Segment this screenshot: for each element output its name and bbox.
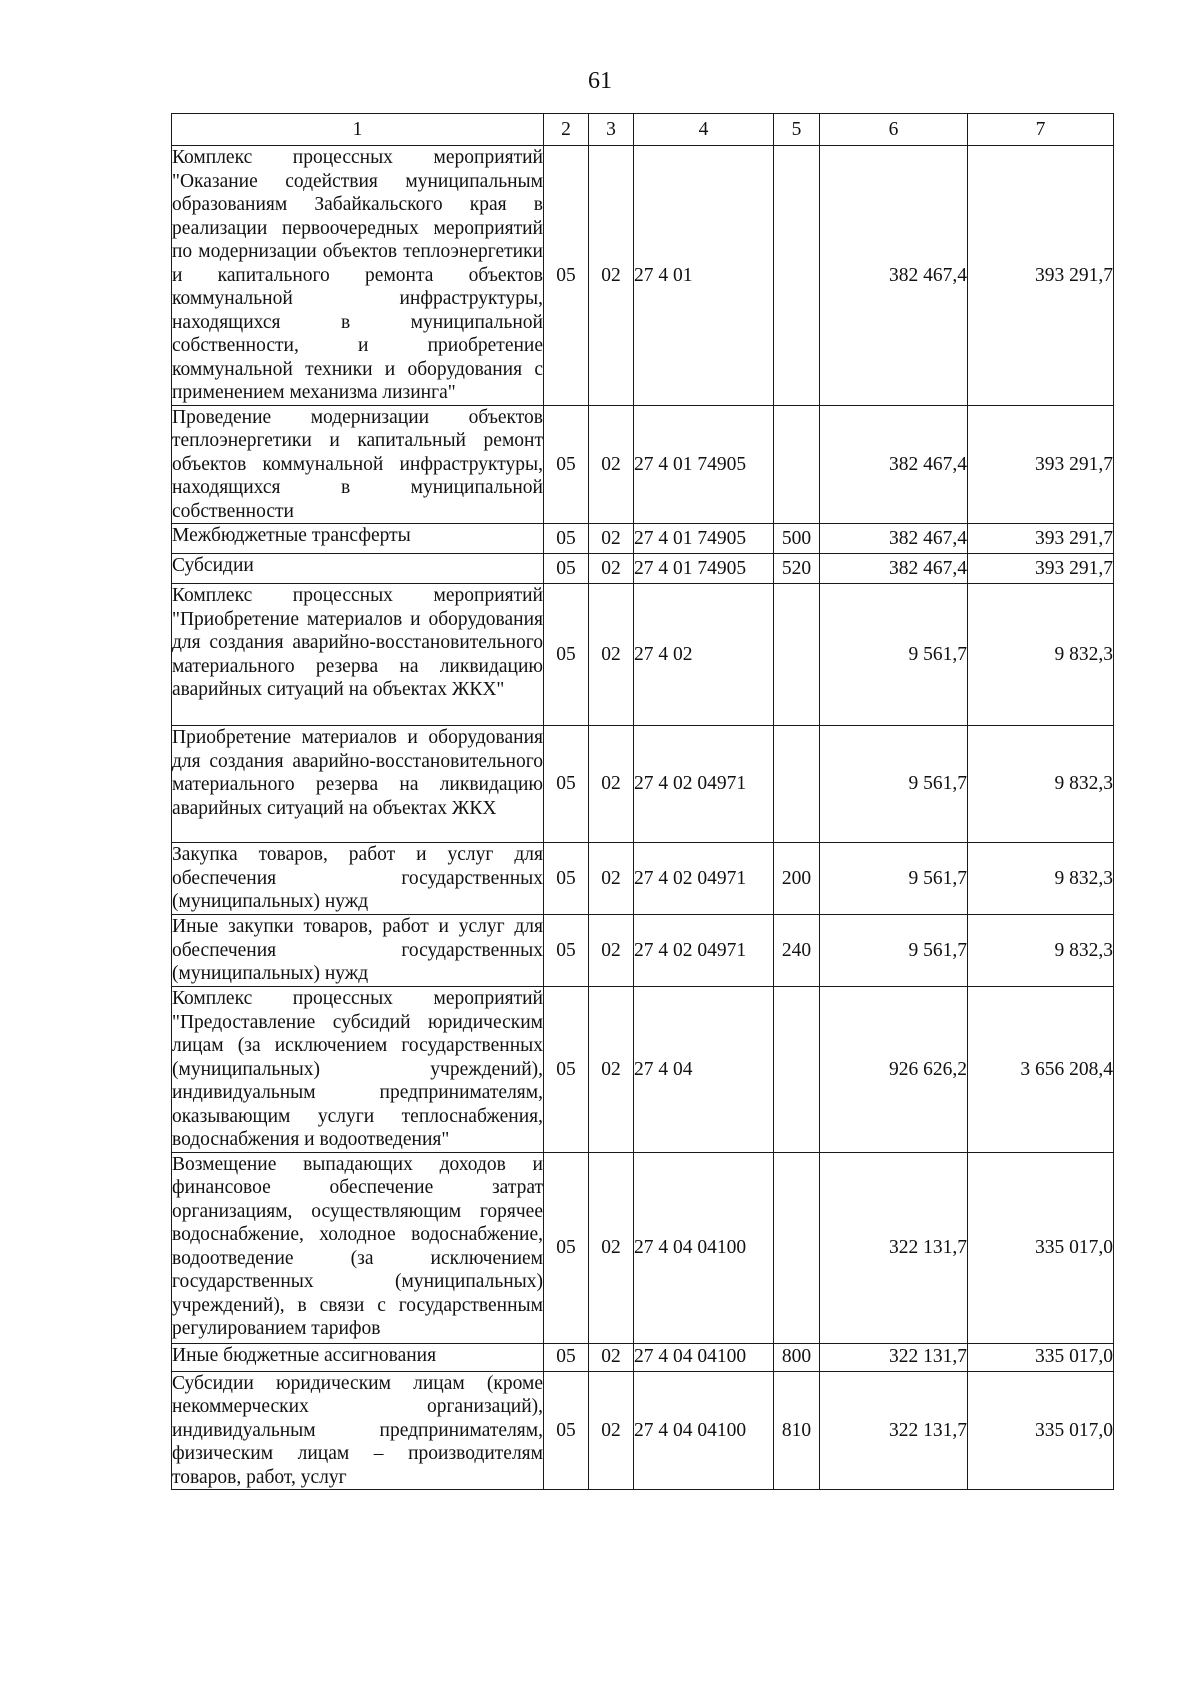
header-row bbox=[172, 114, 1114, 146]
row-name: Комплекс процессных мероприятий "Оказание содействия муниципальным образованиям Забайкальского края в реализации первоочередных мероприятий по модернизации объектов теплоэнергетики и капитального ремонта объектов коммунальной инфраструктуры, находящихся в муниципальной собственности, и приобретение коммунальной техники и оборудования с применением механизма лизинга" bbox=[172, 147, 543, 403]
row-amount-col6: 382 467,4 bbox=[820, 146, 968, 406]
row-subsection: 02 bbox=[589, 146, 634, 406]
row-amount-col6: 926 626,2 bbox=[820, 987, 968, 1153]
row-target-code: 27 4 04 04100 bbox=[634, 1343, 774, 1371]
table-row bbox=[172, 915, 1114, 987]
column-header-6: 6 bbox=[820, 114, 968, 146]
table-row bbox=[172, 524, 1114, 554]
row-target-code: 27 4 02 04971 bbox=[634, 843, 774, 915]
row-amount-col7: 9 832,3 bbox=[968, 726, 1114, 843]
row-name: Субсидии bbox=[172, 554, 544, 584]
row-subsection: 02 bbox=[589, 987, 634, 1153]
row-amount-col6: 9 561,7 bbox=[820, 584, 968, 726]
row-section: 05 bbox=[544, 1152, 589, 1343]
row-subsection: 02 bbox=[589, 584, 634, 726]
row-target-code: 27 4 01 74905 bbox=[634, 405, 774, 524]
row-expense-type: 800 bbox=[774, 1343, 820, 1371]
row-target-code: 27 4 04 04100 bbox=[634, 1371, 774, 1490]
row-amount-col6: 382 467,4 bbox=[820, 554, 968, 584]
row-target-code: 27 4 02 04971 bbox=[634, 726, 774, 843]
column-header-3: 3 bbox=[589, 114, 634, 146]
row-amount-col6: 382 467,4 bbox=[820, 405, 968, 524]
table-row bbox=[172, 987, 1114, 1153]
table-row bbox=[172, 1371, 1114, 1490]
row-section: 05 bbox=[544, 915, 589, 987]
row-subsection: 02 bbox=[589, 843, 634, 915]
row-section: 05 bbox=[544, 405, 589, 524]
row-target-code: 27 4 01 bbox=[634, 146, 774, 406]
row-subsection: 02 bbox=[589, 554, 634, 584]
table-row bbox=[172, 584, 1114, 726]
row-expense-type bbox=[774, 584, 820, 726]
row-amount-col7: 335 017,0 bbox=[968, 1343, 1114, 1371]
table-row bbox=[172, 1343, 1114, 1371]
row-amount-col7: 393 291,7 bbox=[968, 146, 1114, 406]
row-section: 05 bbox=[544, 1343, 589, 1371]
row-subsection: 02 bbox=[589, 915, 634, 987]
row-amount-col7: 3 656 208,4 bbox=[968, 987, 1114, 1153]
row-amount-col6: 322 131,7 bbox=[820, 1343, 968, 1371]
row-name: Приобретение материалов и оборудования для создания аварийно-восстановительного материального резерва на ликвидацию аварийных ситуаций на объектах ЖКХ bbox=[172, 726, 544, 843]
row-target-code: 27 4 01 74905 bbox=[634, 524, 774, 554]
row-section: 05 bbox=[544, 987, 589, 1153]
row-name: Иные закупки товаров, работ и услуг для обеспечения государственных (муниципальных) нужд bbox=[172, 915, 544, 987]
row-name: Комплекс процессных мероприятий "Приобретение материалов и оборудования для создания аварийно-восстановительного материального резерва на ликвидацию аварийных ситуаций на объектах ЖКХ" bbox=[172, 584, 544, 726]
row-name: Проведение модернизации объектов теплоэнергетики и капитальный ремонт объектов коммунальной инфраструктуры, находящихся в муниципальной собственности bbox=[172, 406, 543, 522]
row-subsection: 02 bbox=[589, 405, 634, 524]
row-amount-col7: 335 017,0 bbox=[968, 1152, 1114, 1343]
row-amount-col6: 322 131,7 bbox=[820, 1371, 968, 1490]
row-name: Комплекс процессных мероприятий "Предоставление субсидий юридическим лицам (за исключением государственных (муниципальных) учреждений), индивидуальным предпринимателям, оказывающим услуги теплоснабжения, водоснабжения и водоотведения" bbox=[172, 988, 543, 1150]
row-amount-col6: 9 561,7 bbox=[820, 726, 968, 843]
row-section: 05 bbox=[544, 554, 589, 584]
row-target-code: 27 4 04 04100 bbox=[634, 1152, 774, 1343]
row-amount-col7: 9 832,3 bbox=[968, 584, 1114, 726]
row-expense-type: 240 bbox=[774, 915, 820, 987]
budget-table bbox=[171, 113, 1114, 1490]
row-subsection: 02 bbox=[589, 726, 634, 843]
row-expense-type: 200 bbox=[774, 843, 820, 915]
column-header-2: 2 bbox=[544, 114, 589, 146]
row-section: 05 bbox=[544, 843, 589, 915]
table-row bbox=[172, 146, 1114, 406]
column-header-4: 4 bbox=[634, 114, 774, 146]
row-subsection: 02 bbox=[589, 524, 634, 554]
row-subsection: 02 bbox=[589, 1343, 634, 1371]
row-target-code: 27 4 04 bbox=[634, 987, 774, 1153]
row-section: 05 bbox=[544, 1371, 589, 1490]
row-expense-type bbox=[774, 146, 820, 406]
row-amount-col6: 322 131,7 bbox=[820, 1152, 968, 1343]
table-row bbox=[172, 554, 1114, 584]
row-name: Возмещение выпадающих доходов и финансовое обеспечение затрат организациям, осуществляющим горячее водоснабжение, холодное водоснабжение, водоотведение (за исключением государственных (муниципальных) учреждений), в связи с государственным регулированием тарифов bbox=[172, 1152, 544, 1343]
row-expense-type bbox=[774, 405, 820, 524]
row-section: 05 bbox=[544, 146, 589, 406]
row-name: Межбюджетные трансферты bbox=[172, 524, 544, 554]
row-target-code: 27 4 01 74905 bbox=[634, 554, 774, 584]
row-amount-col7: 9 832,3 bbox=[968, 915, 1114, 987]
row-amount-col6: 382 467,4 bbox=[820, 524, 968, 554]
row-subsection: 02 bbox=[589, 1371, 634, 1490]
column-header-1: 1 bbox=[172, 114, 544, 146]
row-expense-type bbox=[774, 726, 820, 843]
row-expense-type bbox=[774, 1152, 820, 1343]
row-expense-type bbox=[774, 987, 820, 1153]
column-header-5: 5 bbox=[774, 114, 820, 146]
row-section: 05 bbox=[544, 584, 589, 726]
table-row bbox=[172, 843, 1114, 915]
row-amount-col7: 393 291,7 bbox=[968, 554, 1114, 584]
column-header-7: 7 bbox=[968, 114, 1114, 146]
row-name: Иные бюджетные ассигнования bbox=[172, 1343, 544, 1371]
row-amount-col7: 335 017,0 bbox=[968, 1371, 1114, 1490]
row-expense-type: 500 bbox=[774, 524, 820, 554]
table-row bbox=[172, 405, 1114, 524]
table-row bbox=[172, 1152, 1114, 1343]
row-section: 05 bbox=[544, 726, 589, 843]
row-amount-col7: 393 291,7 bbox=[968, 405, 1114, 524]
row-section: 05 bbox=[544, 524, 589, 554]
row-amount-col6: 9 561,7 bbox=[820, 843, 968, 915]
row-amount-col7: 393 291,7 bbox=[968, 524, 1114, 554]
row-target-code: 27 4 02 04971 bbox=[634, 915, 774, 987]
row-expense-type: 810 bbox=[774, 1371, 820, 1490]
page-number: 61 bbox=[588, 68, 612, 94]
row-expense-type: 520 bbox=[774, 554, 820, 584]
row-name: Закупка товаров, работ и услуг для обеспечения государственных (муниципальных) нужд bbox=[172, 843, 544, 915]
row-subsection: 02 bbox=[589, 1152, 634, 1343]
row-amount-col7: 9 832,3 bbox=[968, 843, 1114, 915]
row-amount-col6: 9 561,7 bbox=[820, 915, 968, 987]
row-name: Субсидии юридическим лицам (кроме некоммерческих организаций), индивидуальным предпринимателям, физическим лицам – производителям товаров, работ, услуг bbox=[172, 1372, 543, 1488]
row-target-code: 27 4 02 bbox=[634, 584, 774, 726]
table-row bbox=[172, 726, 1114, 843]
